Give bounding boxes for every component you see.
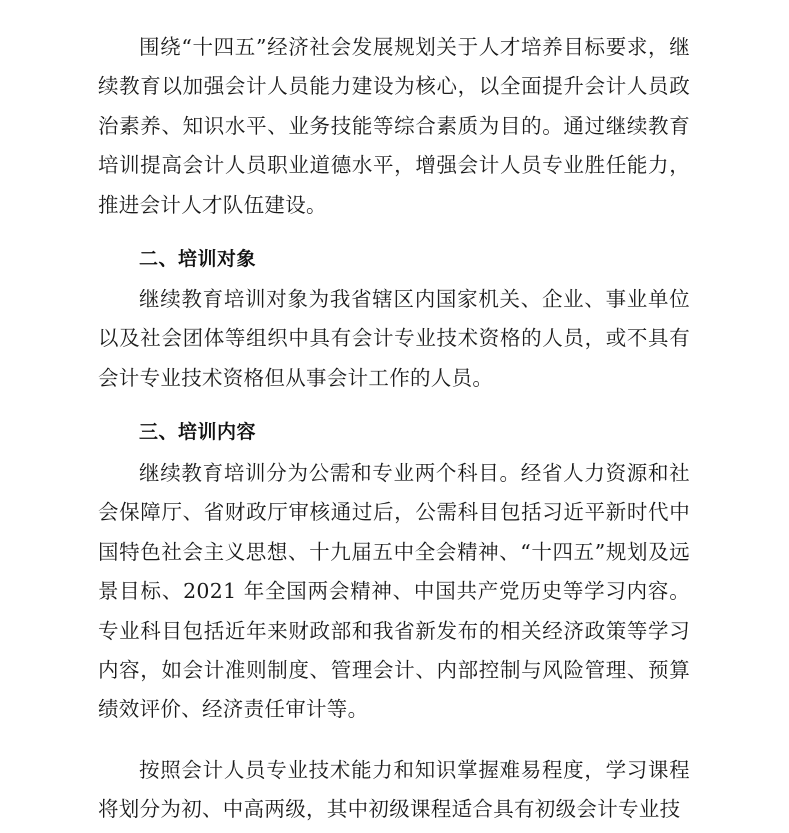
paragraph-training-target: 继续教育培训对象为我省辖区内国家机关、企业、事业单位以及社会团体等组织中具有会计专业技术资格的人员，或不具有会计专业技术资格但从事会计工作的人员。 xyxy=(98,287,690,390)
section-heading-training-content: 三、培训内容 xyxy=(139,421,257,443)
paragraph-course-levels: 按照会计人员专业技术能力和知识掌握难易程度，学习课程将划分为初、中高两级，其中初级课程适合具有初级会计专业技 xyxy=(98,758,690,822)
paragraph-training-goal: 围绕“十四五”经济社会发展规划关于人才培养目标要求，继续教育以加强会计人员能力建设为核心，以全面提升会计人员政治素养、知识水平、业务技能等综合素质为目的。通过继续教育培训提高会计人员职业道德水平，增强会计人员专业胜任能力，推进会计人才队伍建设。 xyxy=(98,35,690,217)
section-heading-training-target: 二、培训对象 xyxy=(139,248,257,270)
paragraph-training-content: 继续教育培训分为公需和专业两个科目。经省人力资源和社会保障厅、省财政厅审核通过后，公需科目包括习近平新时代中国特色社会主义思想、十九届五中全会精神、“十四五”规划及远景目标、2021 年全国两会精神、中国共产党历史等学习内容。专业科目包括近年来财政部和我省新发布的相关经济政策等学习内容，如会计准则制度、管理会计、内部控制与风险管理、预算绩效评价、经济责任审计等。 xyxy=(98,461,690,722)
